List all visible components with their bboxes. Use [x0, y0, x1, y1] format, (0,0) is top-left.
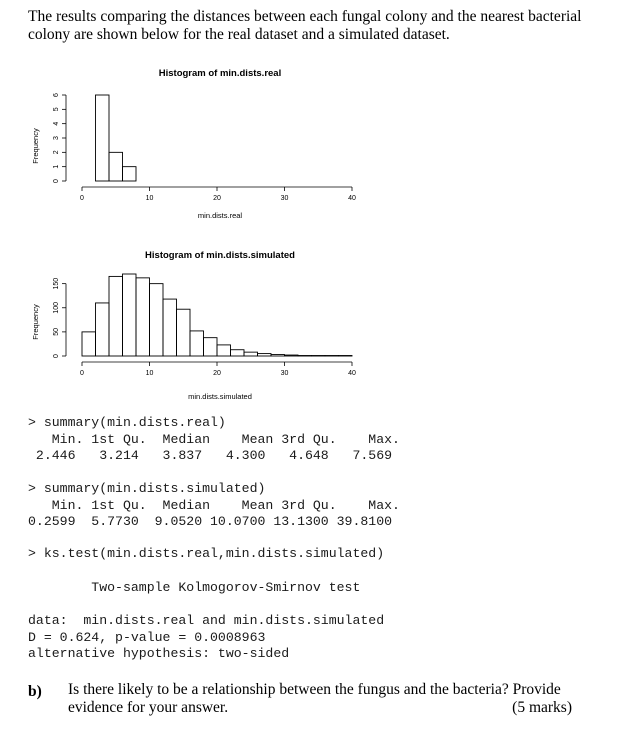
histogram-bar [258, 354, 272, 356]
chart-title: Histogram of min.dists.real [158, 68, 282, 79]
x-tick-label: 0 [80, 370, 84, 377]
histogram-bar [339, 356, 353, 357]
x-tick-label: 40 [348, 370, 356, 377]
x-tick-label: 20 [213, 370, 221, 377]
summary-real-values: 2.446 3.214 3.837 4.300 4.648 7.569 [28, 448, 393, 463]
y-tick-label: 3 [53, 136, 60, 140]
histogram-bar [244, 352, 258, 356]
y-tick-label: 4 [53, 121, 60, 126]
histogram-bar [325, 356, 339, 357]
x-tick-label: 0 [80, 195, 84, 202]
y-tick-label: 100 [53, 301, 60, 314]
x-tick-label: 30 [280, 195, 289, 202]
y-tick-label: 6 [53, 93, 60, 97]
x-tick-label: 20 [213, 195, 221, 202]
histogram-bar [312, 356, 326, 357]
histogram-bar [298, 356, 312, 357]
histogram-bar [123, 274, 137, 356]
ks-test-title: Two-sample Kolmogorov-Smirnov test [28, 580, 361, 595]
y-tick-label: 5 [53, 107, 60, 112]
y-tick-label: 2 [53, 150, 60, 155]
y-axis-label: Frequency [31, 128, 40, 164]
histogram-real [0, 58, 627, 228]
y-axis-label: Frequency [31, 304, 40, 340]
plot-area [53, 274, 356, 377]
histogram-bar [109, 152, 123, 181]
histogram-bar [136, 278, 150, 356]
ks-test-command: > ks.test(min.dists.real,min.dists.simulated) [28, 546, 385, 561]
summary-simulated-values: 0.2599 5.7730 9.0520 10.0700 13.1300 39.8100 [28, 514, 393, 529]
histogram-bar [163, 299, 177, 356]
ks-data-line: data: min.dists.real and min.dists.simulated [28, 613, 385, 628]
histogram-bar [177, 309, 191, 356]
histogram-bar [82, 332, 96, 356]
summary-simulated-header: Min. 1st Qu. Median Mean 3rd Qu. Max. [28, 497, 400, 513]
histogram-bar [96, 303, 110, 356]
question-text: Is there likely to be a relationship between the fungus and the bacteria? Provide evidence for your answer. [68, 681, 561, 716]
ks-alternative-line: alternative hypothesis: two-sided [28, 646, 290, 661]
histogram-bar [109, 276, 123, 356]
histogram-bar [123, 167, 137, 181]
question-letter: b) [28, 683, 42, 700]
histogram-bar [217, 345, 231, 356]
histogram-bar [150, 284, 164, 356]
ks-statistic-line: D = 0.624, p-value = 0.0008963 [28, 629, 266, 645]
plot-area [53, 93, 356, 202]
histogram-bar [285, 355, 299, 356]
chart-title: Histogram of min.dists.simulated [145, 250, 295, 261]
question-marks: (5 marks) [512, 699, 572, 716]
summary-real-header: Min. 1st Qu. Median Mean 3rd Qu. Max. [28, 431, 400, 447]
summary-real-output [28, 415, 400, 465]
x-tick-label: 30 [280, 370, 289, 377]
y-tick-label: 50 [53, 327, 60, 336]
y-tick-label: 150 [53, 277, 60, 290]
y-tick-label: 0 [53, 179, 60, 183]
histogram-simulated [0, 238, 627, 408]
summary-real-command: > summary(min.dists.real) [28, 415, 226, 430]
x-tick-label: 10 [145, 195, 154, 202]
histogram-bar [190, 331, 204, 356]
histogram-bar [204, 338, 218, 356]
ks-test-result [28, 613, 384, 663]
y-tick-label: 1 [53, 164, 60, 169]
histogram-bar [271, 355, 285, 356]
x-tick-label: 10 [145, 370, 154, 377]
histogram-bar [96, 95, 110, 181]
histogram-bar [231, 350, 245, 356]
summary-simulated-command: > summary(min.dists.simulated) [28, 481, 266, 496]
x-tick-label: 40 [348, 195, 356, 202]
x-axis-label: min.dists.simulated [188, 392, 252, 401]
summary-simulated-output [28, 481, 400, 531]
y-tick-label: 0 [53, 354, 60, 358]
x-axis-label: min.dists.real [197, 211, 243, 220]
intro-text: The results comparing the distances between each fungal colony and the nearest bacterial colony are shown below for the real dataset and a simulated dataset. [28, 8, 582, 43]
